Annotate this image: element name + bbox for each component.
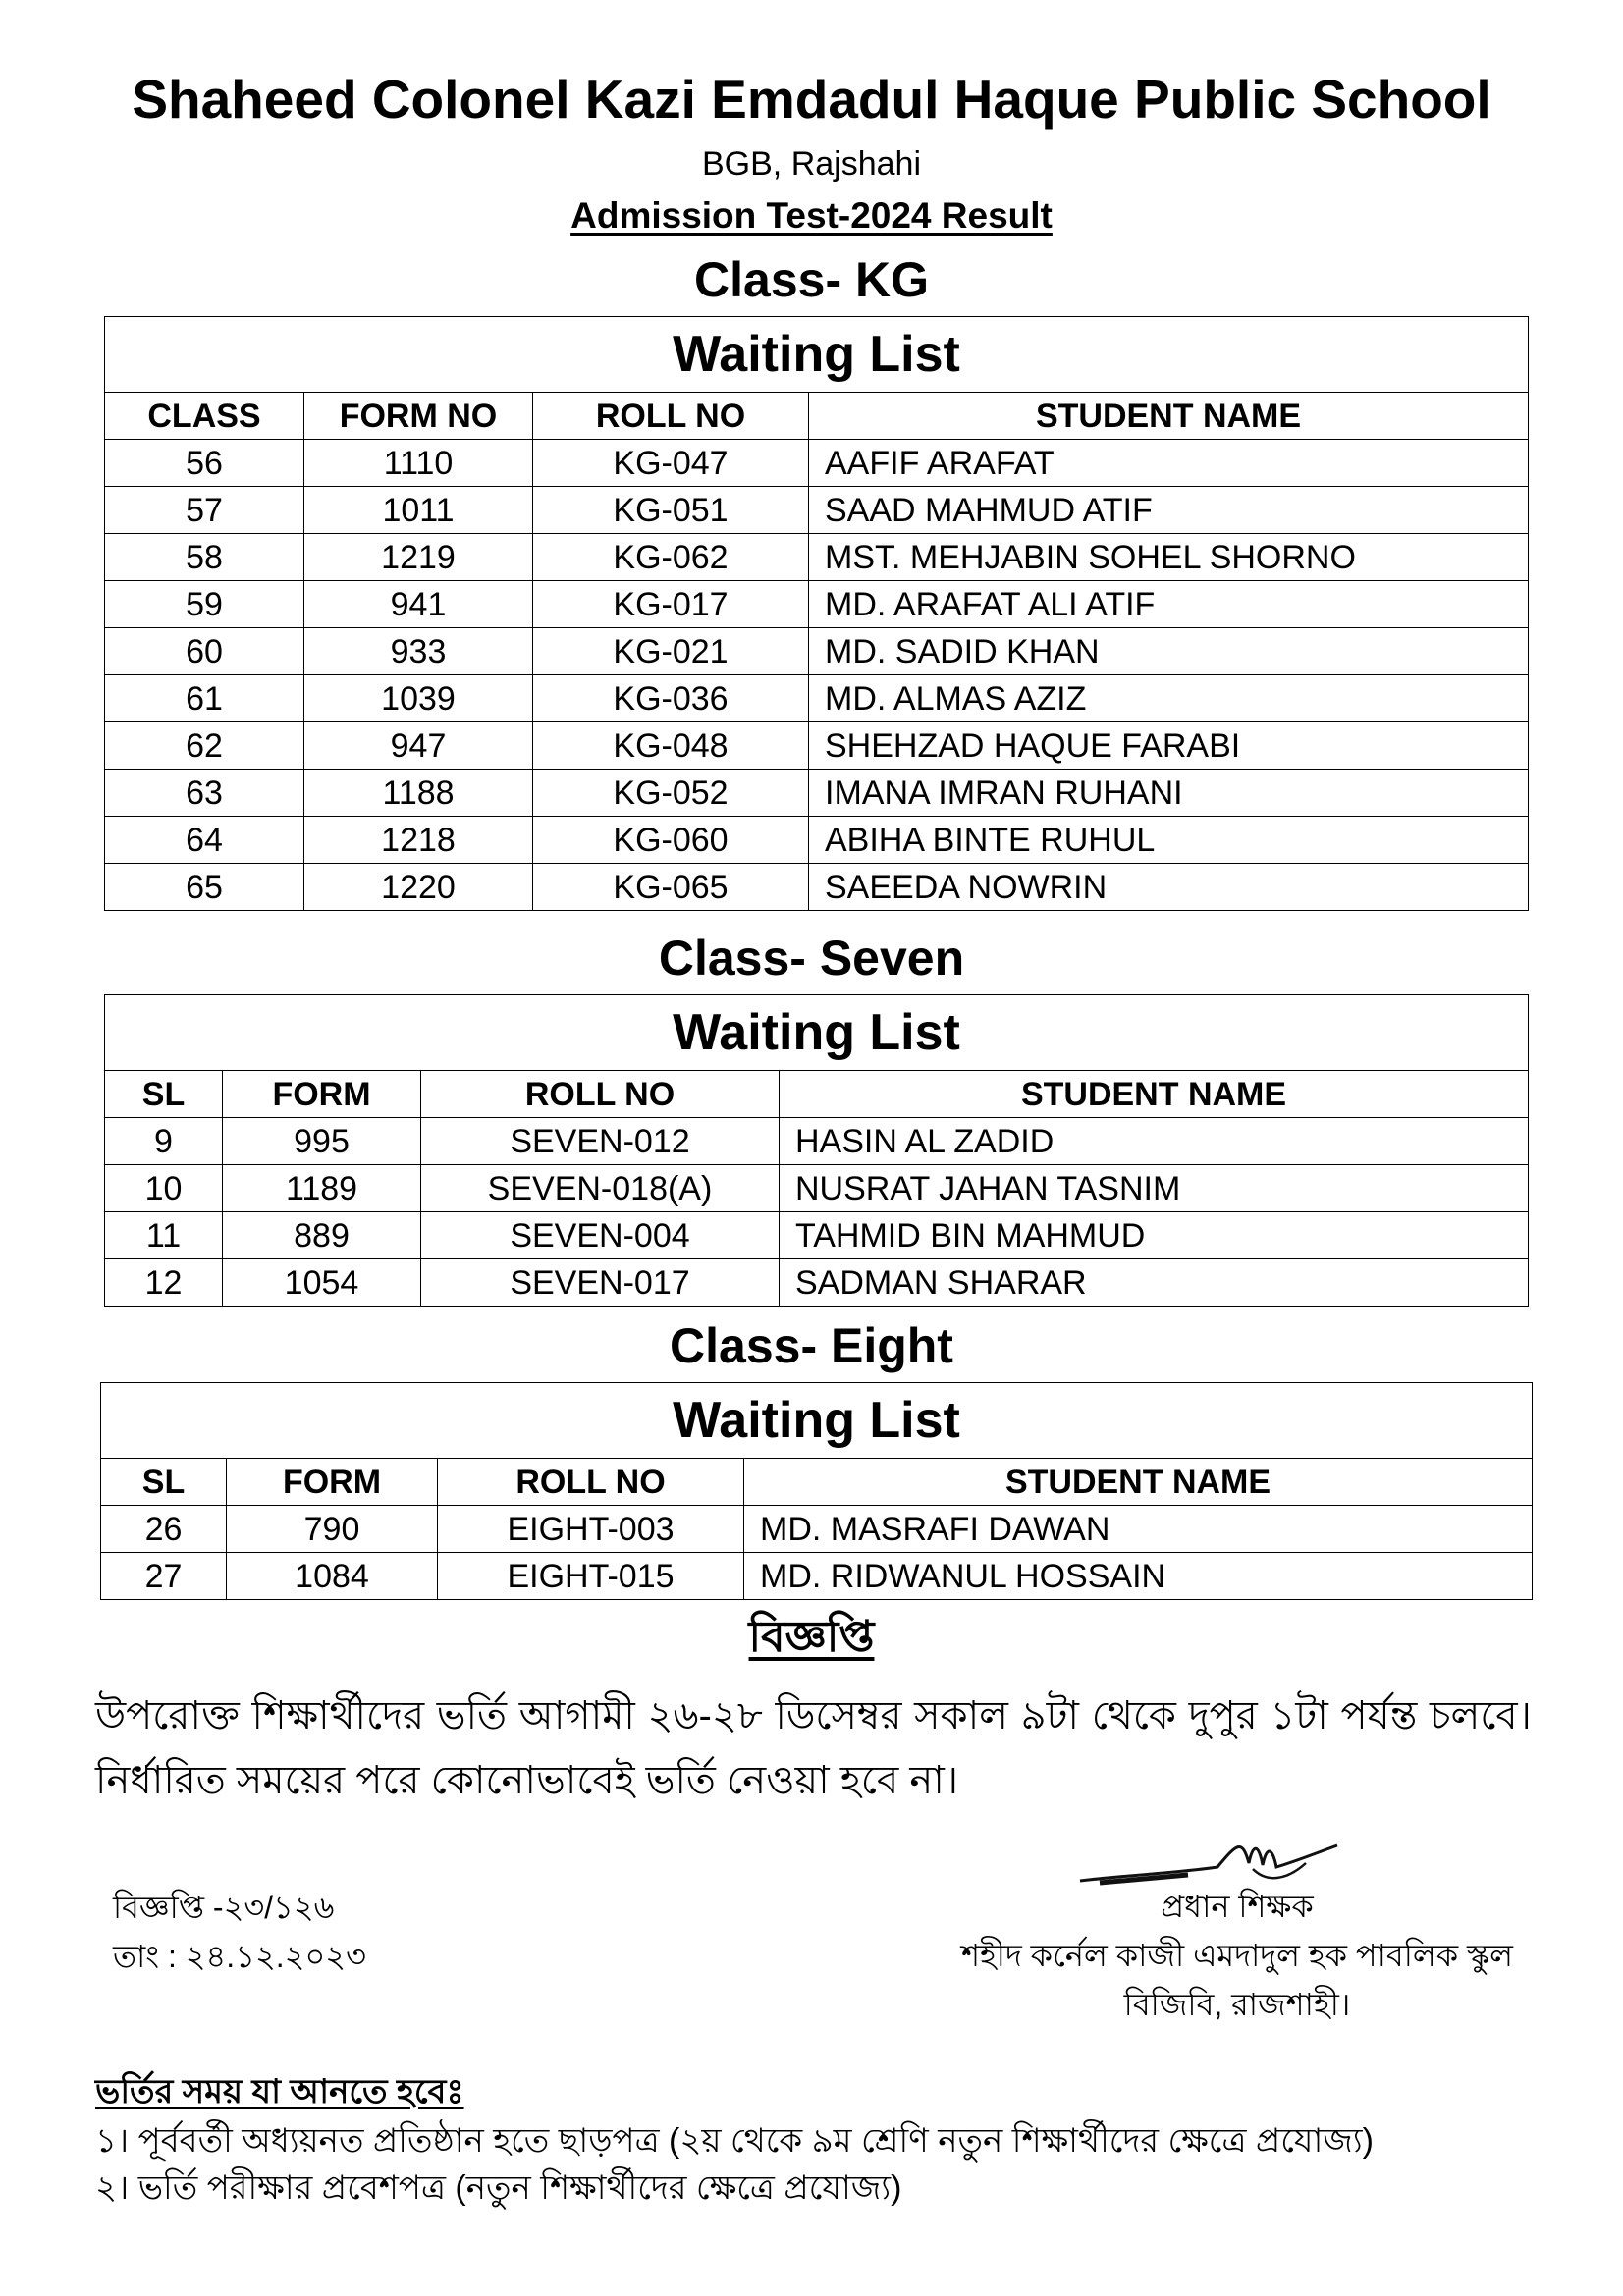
column-header: ROLL NO	[438, 1459, 744, 1506]
row-student-name: SADMAN SHARAR	[780, 1259, 1529, 1307]
table-row	[105, 675, 1529, 722]
row-form-no: 1110	[304, 440, 533, 487]
row-serial: 9	[105, 1118, 223, 1165]
signatory-place: বিজিবি, রাজশাহী।	[1123, 1987, 1351, 2022]
row-form-no: 947	[304, 722, 533, 770]
row-serial: 56	[105, 440, 304, 487]
column-header: ROLL NO	[421, 1071, 780, 1118]
row-student-name: SHEHZAD HAQUE FARABI	[809, 722, 1529, 770]
row-roll-no: KG-047	[533, 440, 809, 487]
row-roll-no: KG-051	[533, 487, 809, 534]
table-row	[105, 534, 1529, 581]
row-student-name: IMANA IMRAN RUHANI	[809, 770, 1529, 817]
row-serial: 61	[105, 675, 304, 722]
row-student-name: ABIHA BINTE RUHUL	[809, 817, 1529, 864]
column-header: SL	[101, 1459, 227, 1506]
table-row	[105, 770, 1529, 817]
row-serial: 58	[105, 534, 304, 581]
row-serial: 10	[105, 1165, 223, 1212]
row-student-name: MD. MASRAFI DAWAN	[744, 1506, 1533, 1553]
row-roll-no: EIGHT-015	[438, 1553, 744, 1600]
row-serial: 64	[105, 817, 304, 864]
row-roll-no: KG-021	[533, 628, 809, 675]
requirements-heading: ভর্তির সময় যা আনতে হবেঃ	[95, 2073, 464, 2110]
class-title-kg: Class- KG	[694, 252, 929, 307]
row-form-no: 1189	[223, 1165, 421, 1212]
table-row	[101, 1553, 1533, 1600]
row-form-no: 889	[223, 1212, 421, 1259]
requirement-item: ২। ভর্তি পরীক্ষার প্রবেশপত্র (নতুন শিক্ষার্থীদের ক্ষেত্রে প্রযোজ্য)	[95, 2169, 902, 2207]
row-form-no: 1054	[223, 1259, 421, 1307]
row-form-no: 1188	[304, 770, 533, 817]
row-student-name: TAHMID BIN MAHMUD	[780, 1212, 1529, 1259]
row-form-no: 1219	[304, 534, 533, 581]
notice-body: উপরোক্ত শিক্ষার্থীদের ভর্তি আগামী ২৬-২৮ ডিসেম্বর সকাল ৯টা থেকে দুপুর ১টা পর্যন্ত চলবে। নির্ধারিত সময়ের পরে কোনোভাবেই ভর্তি নেওয়া হবে না।	[95, 1694, 1532, 1802]
table-row	[105, 1118, 1529, 1165]
notice-date: তাং : ২৪.১২.২০২৩	[113, 1939, 366, 1974]
result-title	[0, 193, 1623, 239]
row-student-name: HASIN AL ZADID	[780, 1118, 1529, 1165]
table-row	[105, 628, 1529, 675]
row-form-no: 1084	[227, 1553, 438, 1600]
column-header: STUDENT NAME	[780, 1071, 1529, 1118]
column-header: STUDENT NAME	[744, 1459, 1533, 1506]
row-form-no: 941	[304, 581, 533, 628]
row-student-name: AAFIF ARAFAT	[809, 440, 1529, 487]
memo-number: বিজ্ঞপ্তি -২৩/১২৬	[113, 1890, 335, 1925]
row-serial: 60	[105, 628, 304, 675]
table-caption: Waiting List	[105, 317, 1529, 393]
row-student-name: MD. SADID KHAN	[809, 628, 1529, 675]
waiting-list-table-eight	[100, 1382, 1533, 1600]
table-row	[105, 864, 1529, 911]
row-serial: 59	[105, 581, 304, 628]
row-roll-no: EIGHT-003	[438, 1506, 744, 1553]
requirement-item: ১। পূর্ববর্তী অধ্যয়নত প্রতিষ্ঠান হতে ছাড়পত্র (২য় থেকে ৯ম শ্রেণি নতুন শিক্ষার্থীদের ক্ষেত্রে প্রযোজ্য)	[95, 2122, 1374, 2160]
row-roll-no: KG-062	[533, 534, 809, 581]
row-serial: 62	[105, 722, 304, 770]
column-header: FORM	[227, 1459, 438, 1506]
table-caption: Waiting List	[101, 1383, 1533, 1459]
row-serial: 57	[105, 487, 304, 534]
row-student-name: NUSRAT JAHAN TASNIM	[780, 1165, 1529, 1212]
row-roll-no: KG-036	[533, 675, 809, 722]
row-serial: 63	[105, 770, 304, 817]
row-roll-no: KG-065	[533, 864, 809, 911]
row-student-name: MD. RIDWANUL HOSSAIN	[744, 1553, 1533, 1600]
row-form-no: 1011	[304, 487, 533, 534]
table-row	[105, 581, 1529, 628]
table-row	[105, 817, 1529, 864]
signature-block	[943, 1882, 1532, 2029]
row-form-no: 1220	[304, 864, 533, 911]
signatory-designation: প্রধান শিক্ষক	[1161, 1889, 1314, 1924]
row-serial: 12	[105, 1259, 223, 1307]
column-header: CLASS	[105, 393, 304, 440]
row-roll-no: SEVEN-012	[421, 1118, 780, 1165]
column-header: FORM	[223, 1071, 421, 1118]
school-name: Shaheed Colonel Kazi Emdadul Haque Public School	[132, 69, 1491, 130]
row-roll-no: SEVEN-017	[421, 1259, 780, 1307]
waiting-list-table-seven	[104, 994, 1529, 1307]
class-title-eight: Class- Eight	[670, 1318, 953, 1373]
notice-heading-text: বিজ্ঞপ্তি	[748, 1613, 875, 1661]
notice-heading	[0, 1610, 1623, 1665]
row-serial: 65	[105, 864, 304, 911]
column-header: STUDENT NAME	[809, 393, 1529, 440]
table-row	[105, 440, 1529, 487]
table-row	[105, 1165, 1529, 1212]
column-header: SL	[105, 1071, 223, 1118]
row-form-no: 1218	[304, 817, 533, 864]
table-row	[105, 1259, 1529, 1307]
column-header: FORM NO	[304, 393, 533, 440]
row-serial: 27	[101, 1553, 227, 1600]
row-roll-no: KG-017	[533, 581, 809, 628]
row-student-name: MST. MEHJABIN SOHEL SHORNO	[809, 534, 1529, 581]
table-row	[105, 1212, 1529, 1259]
row-student-name: SAEEDA NOWRIN	[809, 864, 1529, 911]
row-roll-no: KG-060	[533, 817, 809, 864]
row-roll-no: SEVEN-004	[421, 1212, 780, 1259]
row-serial: 11	[105, 1212, 223, 1259]
signatory-institution: শহীদ কর্নেল কাজী এমদাদুল হক পাবলিক স্কুল	[961, 1938, 1513, 1973]
table-row	[105, 487, 1529, 534]
row-form-no: 995	[223, 1118, 421, 1165]
row-student-name: SAAD MAHMUD ATIF	[809, 487, 1529, 534]
row-form-no: 933	[304, 628, 533, 675]
column-header: ROLL NO	[533, 393, 809, 440]
waiting-list-table-kg	[104, 316, 1529, 911]
result-title-text: Admission Test-2024 Result	[570, 195, 1053, 236]
row-serial: 26	[101, 1506, 227, 1553]
row-student-name: MD. ARAFAT ALI ATIF	[809, 581, 1529, 628]
row-form-no: 790	[227, 1506, 438, 1553]
table-row	[105, 722, 1529, 770]
school-location: BGB, Rajshahi	[702, 145, 921, 183]
row-roll-no: SEVEN-018(A)	[421, 1165, 780, 1212]
row-roll-no: KG-052	[533, 770, 809, 817]
row-student-name: MD. ALMAS AZIZ	[809, 675, 1529, 722]
table-caption: Waiting List	[105, 995, 1529, 1071]
row-roll-no: KG-048	[533, 722, 809, 770]
class-title-seven: Class- Seven	[658, 931, 965, 986]
row-form-no: 1039	[304, 675, 533, 722]
table-row	[101, 1506, 1533, 1553]
